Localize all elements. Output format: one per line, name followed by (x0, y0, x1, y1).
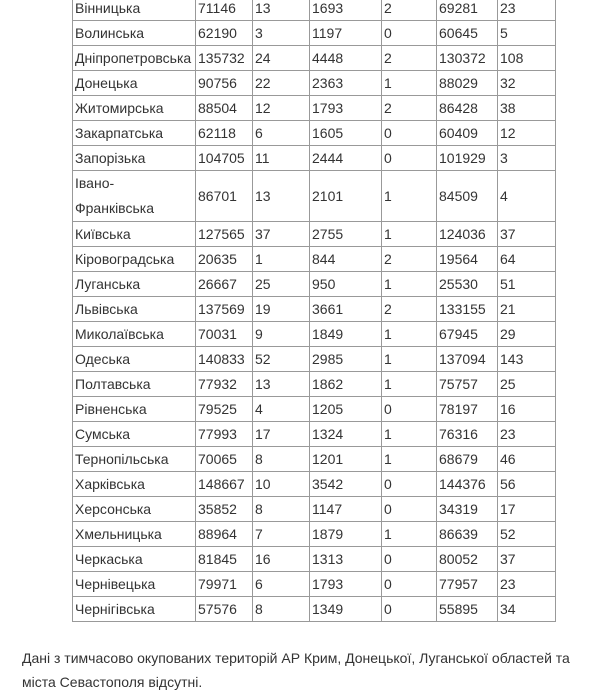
region-name-cell: Хмельницька (73, 522, 196, 547)
value-cell-1: 35852 (196, 497, 253, 522)
value-cell-4: 1 (382, 422, 437, 447)
value-cell-5: 77957 (437, 572, 498, 597)
value-cell-6: 23 (498, 0, 556, 21)
value-cell-2: 16 (253, 547, 310, 572)
value-cell-4: 0 (382, 121, 437, 146)
value-cell-1: 79525 (196, 397, 253, 422)
table-row (73, 497, 556, 522)
value-cell-1: 70031 (196, 322, 253, 347)
value-cell-4: 0 (382, 472, 437, 497)
value-cell-3: 1349 (310, 597, 382, 622)
value-cell-2: 37 (253, 222, 310, 247)
value-cell-6: 34 (498, 597, 556, 622)
value-cell-2: 52 (253, 347, 310, 372)
value-cell-3: 950 (310, 272, 382, 297)
value-cell-4: 2 (382, 96, 437, 121)
value-cell-3: 1793 (310, 572, 382, 597)
value-cell-4: 1 (382, 171, 437, 222)
value-cell-1: 148667 (196, 472, 253, 497)
value-cell-3: 2444 (310, 146, 382, 171)
value-cell-1: 62118 (196, 121, 253, 146)
value-cell-5: 130372 (437, 46, 498, 71)
value-cell-3: 1324 (310, 422, 382, 447)
value-cell-6: 32 (498, 71, 556, 96)
value-cell-5: 60645 (437, 21, 498, 46)
value-cell-4: 0 (382, 547, 437, 572)
value-cell-1: 140833 (196, 347, 253, 372)
table-row (73, 522, 556, 547)
region-name-cell: Луганська (73, 272, 196, 297)
table-row (73, 0, 556, 21)
value-cell-6: 5 (498, 21, 556, 46)
value-cell-5: 60409 (437, 121, 498, 146)
value-cell-5: 69281 (437, 0, 498, 21)
table-row (73, 146, 556, 171)
value-cell-6: 46 (498, 447, 556, 472)
value-cell-4: 1 (382, 71, 437, 96)
value-cell-4: 1 (382, 522, 437, 547)
value-cell-6: 37 (498, 547, 556, 572)
value-cell-4: 1 (382, 272, 437, 297)
value-cell-4: 0 (382, 597, 437, 622)
value-cell-5: 137094 (437, 347, 498, 372)
region-name-cell: Чернівецька (73, 572, 196, 597)
region-name-cell: Черкаська (73, 547, 196, 572)
value-cell-6: 37 (498, 222, 556, 247)
value-cell-5: 34319 (437, 497, 498, 522)
value-cell-2: 13 (253, 0, 310, 21)
value-cell-2: 6 (253, 121, 310, 146)
table-row (73, 222, 556, 247)
value-cell-4: 0 (382, 497, 437, 522)
value-cell-6: 51 (498, 272, 556, 297)
value-cell-2: 24 (253, 46, 310, 71)
table-row (73, 121, 556, 146)
table-row (73, 297, 556, 322)
region-name-cell: Київська (73, 222, 196, 247)
value-cell-5: 76316 (437, 422, 498, 447)
value-cell-1: 86701 (196, 171, 253, 222)
table-body (73, 0, 556, 622)
value-cell-2: 1 (253, 247, 310, 272)
value-cell-2: 12 (253, 96, 310, 121)
value-cell-6: 23 (498, 572, 556, 597)
region-name-cell: Рівненська (73, 397, 196, 422)
value-cell-2: 17 (253, 422, 310, 447)
table-row (73, 447, 556, 472)
value-cell-6: 25 (498, 372, 556, 397)
value-cell-3: 1693 (310, 0, 382, 21)
value-cell-4: 0 (382, 146, 437, 171)
value-cell-2: 11 (253, 146, 310, 171)
value-cell-5: 78197 (437, 397, 498, 422)
region-name-cell: Житомирська (73, 96, 196, 121)
value-cell-3: 2363 (310, 71, 382, 96)
value-cell-6: 4 (498, 171, 556, 222)
value-cell-2: 22 (253, 71, 310, 96)
value-cell-6: 56 (498, 472, 556, 497)
value-cell-6: 29 (498, 322, 556, 347)
value-cell-6: 143 (498, 347, 556, 372)
value-cell-6: 64 (498, 247, 556, 272)
value-cell-3: 2101 (310, 171, 382, 222)
value-cell-6: 16 (498, 397, 556, 422)
table-row (73, 422, 556, 447)
table-row (73, 397, 556, 422)
value-cell-2: 10 (253, 472, 310, 497)
value-cell-4: 1 (382, 322, 437, 347)
value-cell-3: 1147 (310, 497, 382, 522)
value-cell-4: 0 (382, 572, 437, 597)
value-cell-3: 1862 (310, 372, 382, 397)
table-row (73, 547, 556, 572)
region-name-cell: Полтавська (73, 372, 196, 397)
region-name-cell: Запорізька (73, 146, 196, 171)
region-name-cell: Донецька (73, 71, 196, 96)
value-cell-3: 844 (310, 247, 382, 272)
region-name-cell: Харківська (73, 472, 196, 497)
region-name-cell: Кіровоградська (73, 247, 196, 272)
table-row (73, 347, 556, 372)
value-cell-5: 75757 (437, 372, 498, 397)
value-cell-2: 13 (253, 171, 310, 222)
value-cell-4: 0 (382, 21, 437, 46)
value-cell-6: 3 (498, 146, 556, 171)
table-row (73, 171, 556, 222)
value-cell-1: 88504 (196, 96, 253, 121)
regional-statistics-table (72, 0, 556, 622)
value-cell-2: 25 (253, 272, 310, 297)
value-cell-2: 4 (253, 397, 310, 422)
table-row (73, 247, 556, 272)
value-cell-6: 108 (498, 46, 556, 71)
region-name-cell: Чернігівська (73, 597, 196, 622)
value-cell-5: 55895 (437, 597, 498, 622)
region-name-cell: Тернопільська (73, 447, 196, 472)
table-row (73, 96, 556, 121)
value-cell-1: 71146 (196, 0, 253, 21)
value-cell-4: 1 (382, 447, 437, 472)
region-name-cell: Одеська (73, 347, 196, 372)
value-cell-4: 2 (382, 247, 437, 272)
missing-data-note: Дані з тимчасово окупованих територій АР Крим, Донецької, Луганської областей та міста Севастополя відсутні. (22, 650, 570, 690)
value-cell-3: 1197 (310, 21, 382, 46)
table-row (73, 372, 556, 397)
value-cell-4: 2 (382, 46, 437, 71)
value-cell-6: 52 (498, 522, 556, 547)
value-cell-1: 62190 (196, 21, 253, 46)
value-cell-2: 9 (253, 322, 310, 347)
value-cell-5: 67945 (437, 322, 498, 347)
value-cell-1: 90756 (196, 71, 253, 96)
value-cell-2: 8 (253, 447, 310, 472)
value-cell-5: 68679 (437, 447, 498, 472)
region-name-cell: Сумська (73, 422, 196, 447)
value-cell-5: 88029 (437, 71, 498, 96)
region-name-cell: Вінницька (73, 0, 196, 21)
value-cell-1: 20635 (196, 247, 253, 272)
value-cell-3: 1793 (310, 96, 382, 121)
value-cell-1: 70065 (196, 447, 253, 472)
value-cell-1: 104705 (196, 146, 253, 171)
value-cell-1: 135732 (196, 46, 253, 71)
value-cell-3: 4448 (310, 46, 382, 71)
value-cell-4: 1 (382, 372, 437, 397)
value-cell-2: 13 (253, 372, 310, 397)
value-cell-3: 1205 (310, 397, 382, 422)
value-cell-3: 2985 (310, 347, 382, 372)
value-cell-3: 1605 (310, 121, 382, 146)
table-row (73, 21, 556, 46)
region-name-cell: Львівська (73, 297, 196, 322)
value-cell-1: 127565 (196, 222, 253, 247)
value-cell-5: 25530 (437, 272, 498, 297)
value-cell-1: 88964 (196, 522, 253, 547)
value-cell-3: 2755 (310, 222, 382, 247)
region-name-cell: Закарпатська (73, 121, 196, 146)
value-cell-6: 38 (498, 96, 556, 121)
value-cell-3: 3661 (310, 297, 382, 322)
value-cell-5: 19564 (437, 247, 498, 272)
value-cell-1: 77993 (196, 422, 253, 447)
value-cell-5: 124036 (437, 222, 498, 247)
value-cell-6: 12 (498, 121, 556, 146)
region-name-cell: Волинська (73, 21, 196, 46)
value-cell-6: 17 (498, 497, 556, 522)
table-row (73, 597, 556, 622)
value-cell-3: 1879 (310, 522, 382, 547)
value-cell-5: 86428 (437, 96, 498, 121)
region-name-cell: Миколаївська (73, 322, 196, 347)
value-cell-5: 80052 (437, 547, 498, 572)
region-name-cell: Дніпропетровська (73, 46, 196, 71)
value-cell-3: 3542 (310, 472, 382, 497)
value-cell-3: 1201 (310, 447, 382, 472)
value-cell-1: 81845 (196, 547, 253, 572)
value-cell-1: 57576 (196, 597, 253, 622)
value-cell-6: 21 (498, 297, 556, 322)
table-row (73, 472, 556, 497)
value-cell-5: 86639 (437, 522, 498, 547)
value-cell-1: 77932 (196, 372, 253, 397)
region-name-cell: Івано-Франківська (73, 171, 196, 222)
table-row (73, 71, 556, 96)
value-cell-5: 84509 (437, 171, 498, 222)
region-name-cell: Херсонська (73, 497, 196, 522)
value-cell-2: 3 (253, 21, 310, 46)
table-row (73, 322, 556, 347)
value-cell-2: 19 (253, 297, 310, 322)
value-cell-2: 8 (253, 497, 310, 522)
value-cell-2: 8 (253, 597, 310, 622)
value-cell-3: 1849 (310, 322, 382, 347)
value-cell-4: 1 (382, 347, 437, 372)
value-cell-2: 6 (253, 572, 310, 597)
value-cell-5: 101929 (437, 146, 498, 171)
table-row (73, 46, 556, 71)
table-row (73, 572, 556, 597)
table-row (73, 272, 556, 297)
value-cell-6: 23 (498, 422, 556, 447)
value-cell-1: 79971 (196, 572, 253, 597)
value-cell-4: 2 (382, 0, 437, 21)
value-cell-1: 137569 (196, 297, 253, 322)
value-cell-4: 2 (382, 297, 437, 322)
value-cell-5: 144376 (437, 472, 498, 497)
value-cell-5: 133155 (437, 297, 498, 322)
value-cell-2: 7 (253, 522, 310, 547)
value-cell-4: 0 (382, 397, 437, 422)
value-cell-1: 26667 (196, 272, 253, 297)
value-cell-4: 1 (382, 222, 437, 247)
value-cell-3: 1313 (310, 547, 382, 572)
